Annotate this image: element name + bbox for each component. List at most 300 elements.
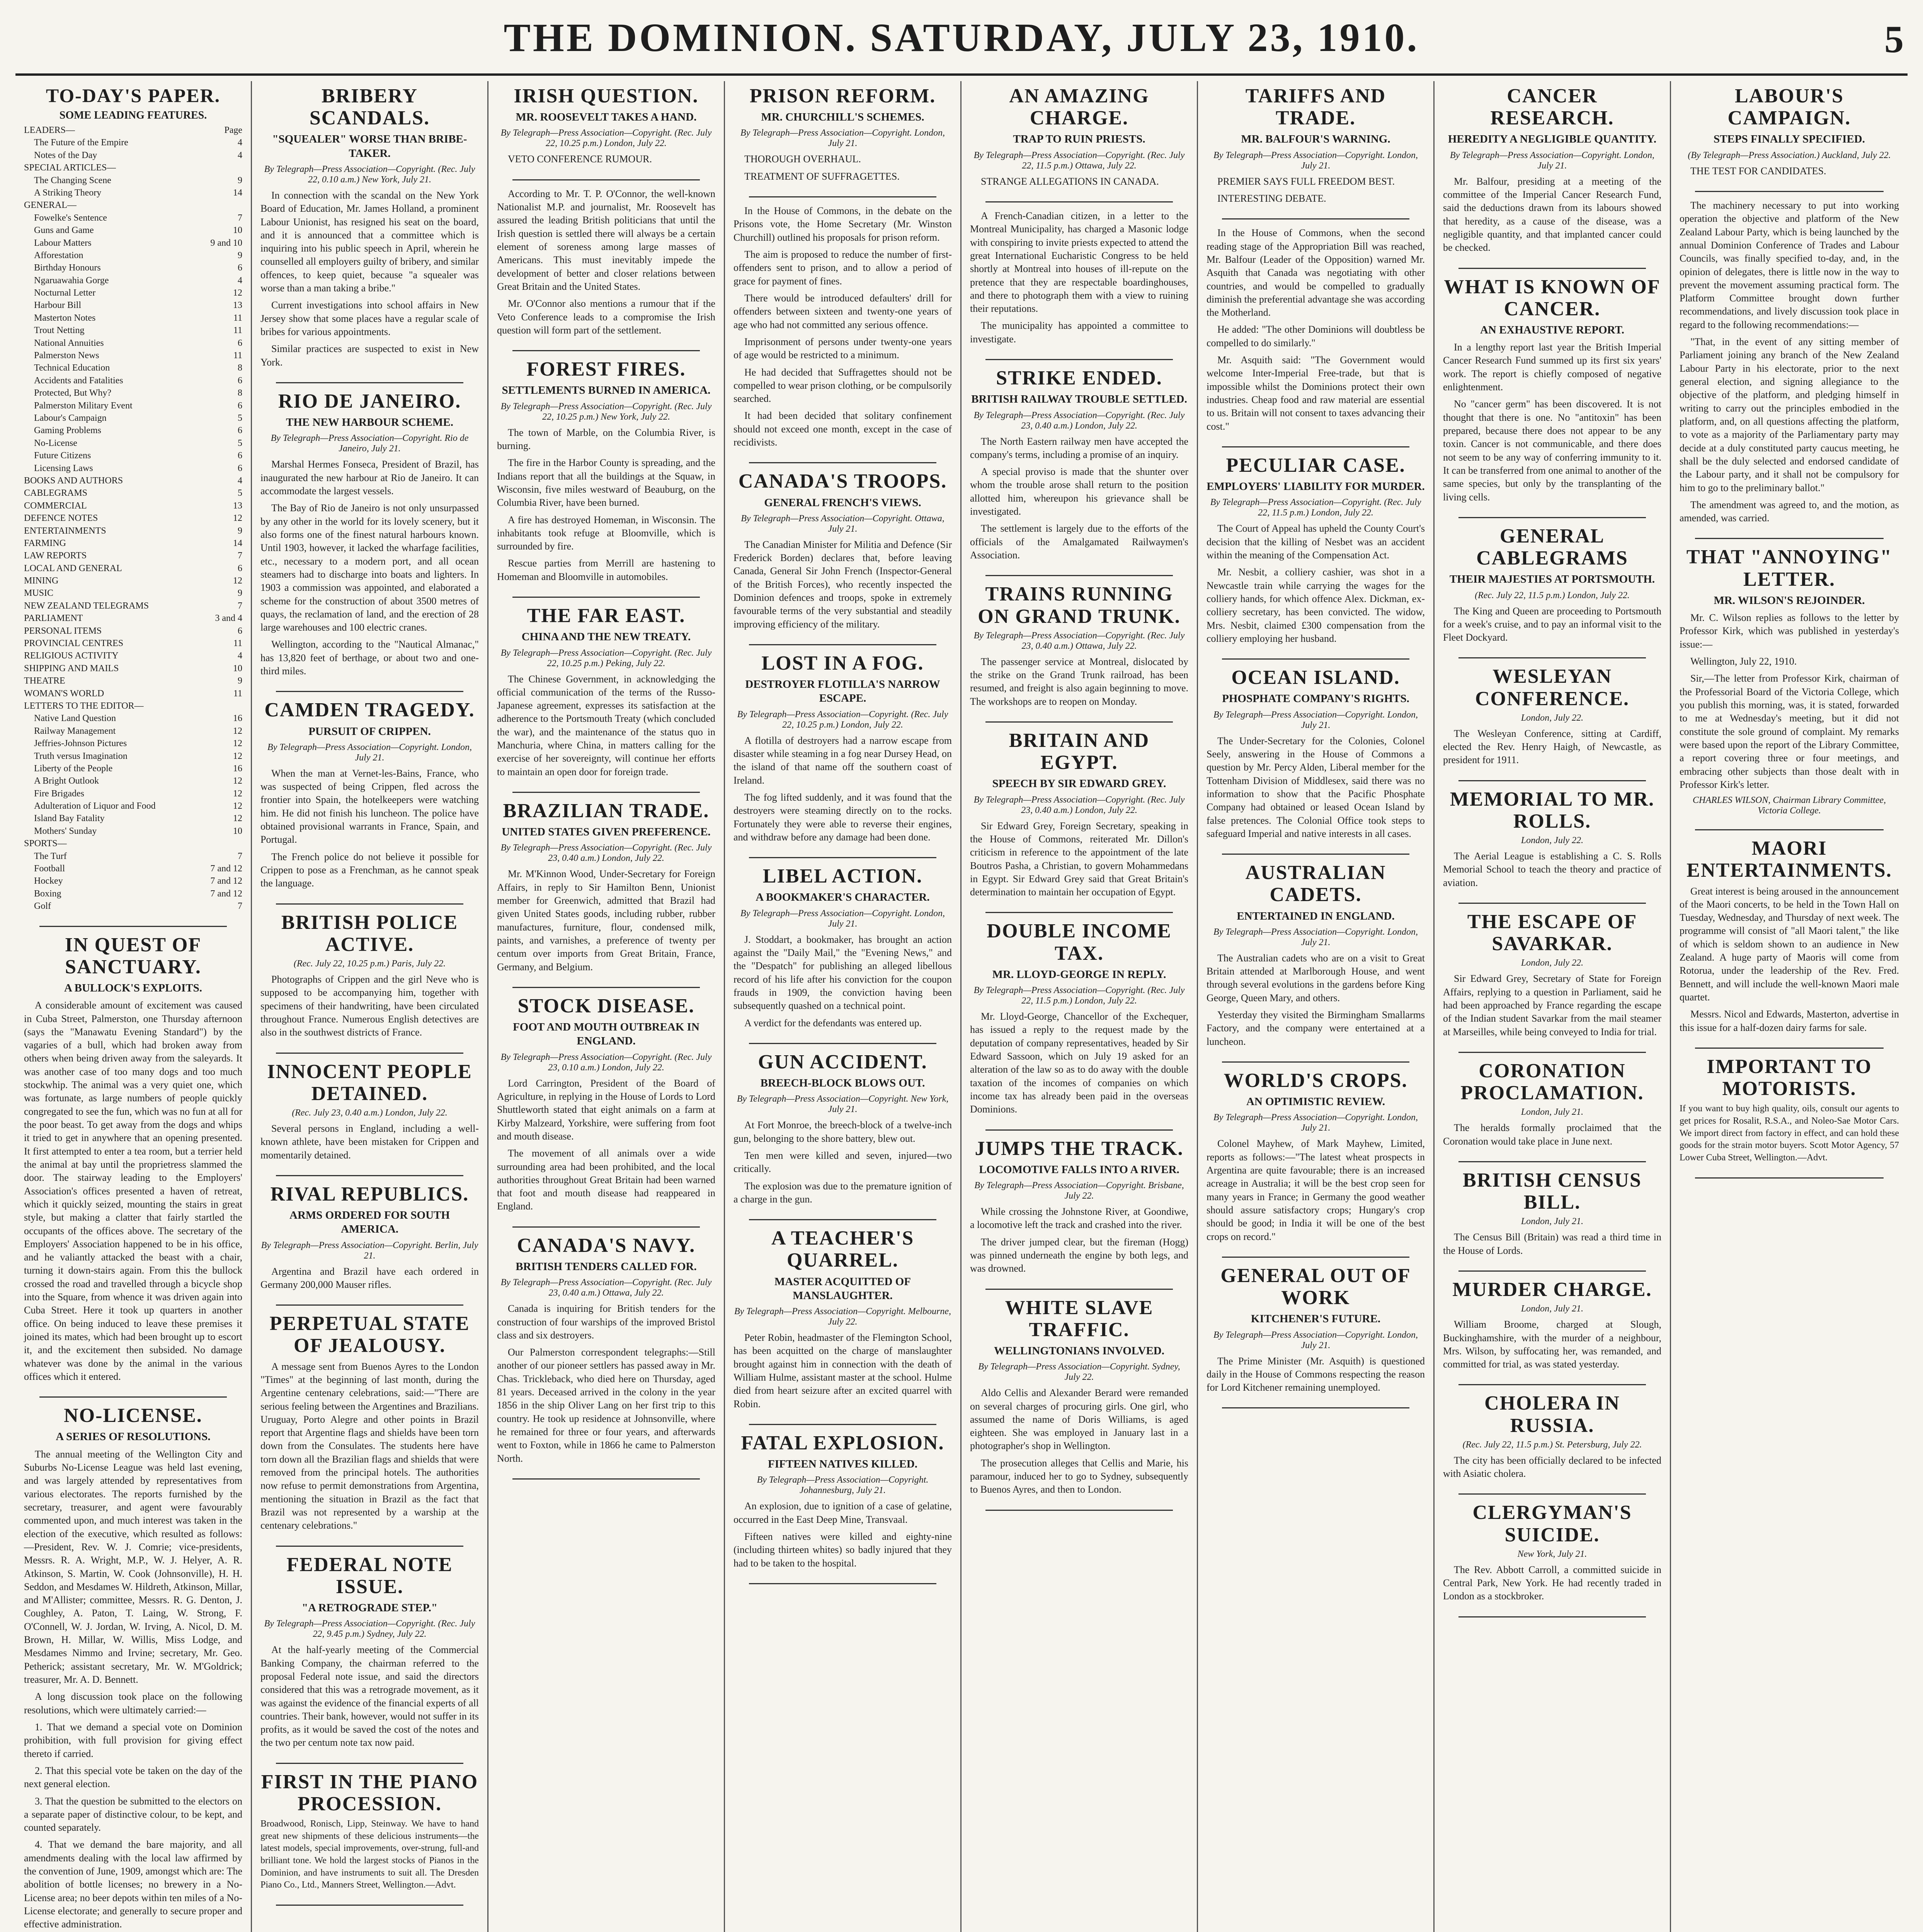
news-article [24, 1405, 242, 1932]
article-paragraph: The prosecution alleges that Cellis and Marie, his paramour, induced her to go to Sydney, subsequently to Buenos Ayres, and then to London. [970, 1457, 1188, 1495]
article-paragraph: In the House of Commons, in the debate on the Prisons vote, the Home Secretary (Mr. Winston Churchill) outlined his proposals for prison reform. [733, 205, 952, 243]
news-article [1207, 454, 1425, 645]
article-subheadline: "A RETROGRADE STEP." [301, 1602, 438, 1614]
article-paragraph: 4. That we demand the bare majority, and all amendments dealing with the local law affirmed by the convention of June, 1909, amongst which are: The abolition of bottle licenses; no brewery in a No-License area; no beer depots within ten miles of a No-License electorate; and generally to secure proper and effective administration. [24, 1839, 242, 1930]
article-subheadline: PURSUIT OF CRIPPEN. [308, 725, 431, 738]
contents-entry-page: 11 [233, 350, 242, 361]
contents-entry-label: Railway Management [34, 726, 116, 736]
contents-row [24, 174, 242, 187]
contents-entry-page: 5 [238, 438, 242, 448]
article-headline: CANCER RESEARCH. [1490, 85, 1614, 129]
news-article [260, 1313, 479, 1532]
contents-entry-label: Masterton Notes [34, 313, 96, 323]
article-dateline: By Telegraph—Press Association—Copyright. Melbourne, July 22. [734, 1306, 951, 1327]
article-paragraph: Wellington, July 22, 1910. [1690, 656, 1797, 667]
contents-row [24, 362, 242, 374]
newspaper-title: THE DOMINION. SATURDAY, JULY 23, 1910. [504, 15, 1419, 60]
article-rule [985, 1289, 1173, 1290]
article-paragraph: The fog lifted suddenly, and it was found that the destroyers were steaming directly on to the rocks. Fortunately they were able to reverse their engines, and withdraw before any damage had been done. [733, 791, 952, 843]
article-headline: MURDER CHARGE. [1452, 1279, 1652, 1301]
news-article [1443, 85, 1661, 255]
article-rule [1222, 1061, 1409, 1063]
article-paragraph: The municipality has appointed a committee to investigate. [970, 320, 1188, 345]
article-paragraph: He had decided that Suffragettes should not be compelled to wear prison clothing, or be compulsorily searched. [733, 366, 952, 405]
contents-entry-label: SHIPPING AND MAILS [24, 663, 119, 673]
contents-row [24, 587, 242, 599]
article-subheadline: BREECH-BLOCK BLOWS OUT. [760, 1077, 925, 1089]
article-subheadline: BRITISH RAILWAY TROUBLE SETTLED. [971, 393, 1187, 406]
news-article [24, 934, 242, 1384]
article-rule [512, 987, 700, 988]
news-article [970, 583, 1188, 708]
news-article [733, 652, 952, 844]
article-paragraph: J. Stoddart, a bookmaker, has brought an action against the "Daily Mail," the "Evening News," and the "Despatch" for publishing an alleged libellous record of his life after his conviction for the coupon frauds in 1909, the conviction having been subsequently quashed on a technical point. [733, 934, 952, 1012]
article-dateline: By Telegraph—Press Association—Copyright. (Rec. July 23, 0.10 a.m.) London, July 22. [500, 1052, 712, 1073]
contents-entry-label: DEFENCE NOTES [24, 513, 98, 524]
contents-entry-label: PERSONAL ITEMS [24, 626, 102, 636]
article-paragraph: The Wesleyan Conference, sitting at Cardiff, elected the Rev. Henry Haigh, of Newcastle, as president for 1911. [1443, 728, 1661, 766]
article-dateline: By Telegraph—Press Association—Copyright. London, July 21. [1213, 1330, 1418, 1350]
article-paragraph: A special proviso is made that the shunter over whom the trouble arose shall return to the position allotted him, whereupon his grievance shall be investigated. [970, 466, 1188, 517]
contents-row [24, 136, 242, 149]
contents-entry-label: A Bright Outlook [34, 776, 99, 786]
contents-row [24, 199, 242, 211]
article-paragraph: Peter Robin, headmaster of the Flemington School, has been acquitted on the charge of manslaughter brought against him in connection with the death of William Hulme, assistant master at the school. Hulme died from heart seizure after an excited quarrel with Robin. [733, 1332, 952, 1410]
article-paragraph: The annual meeting of the Wellington City and Suburbs No-License League was held last evening, and was largely attended by representatives from various electorates. The reports furnished by the secretary, treasurer, and agent were favourably commented upon, and much interest was taken in the election of the executive, which resulted as follows:—President, Rev. W. J. Comrie; vice-presidents, Messrs. R. A. Wright, M.P., W. J. Helyer, A. R. Atkinson, S. Martin, W. Cook (Johnsonville), H. H. Seddon, and Mesdames W. Hildreth, Atkinson, Millar, and M'Allister; committee, Messrs. R. G. Denton, J. Coughley, A. Paton, T. Laing, W. Strong, F. O'Connell, W. J. Jordan, W. Irving, A. Nicol, D. M. Brown, H. Millar, W. Willis, Miss Lodge, and Mesdames Nimmo and Irvine; secretary, Mr. Geo. Petherick; assistant secretary, Mr. W. M'Goldrick; treasurer, Mr. A. D. Bennett. [24, 1448, 242, 1685]
article-dateline: By Telegraph—Press Association—Copyright. London, July 21. [740, 908, 945, 929]
contents-row [24, 449, 242, 462]
article-rule [985, 1129, 1173, 1131]
news-article [733, 204, 952, 449]
contents-row [24, 862, 242, 875]
contents-entry-label: Ngaruawahia Gorge [34, 275, 109, 286]
contents-entry-label: GENERAL— [24, 200, 77, 211]
contents-row [24, 888, 242, 900]
contents-entry-page [239, 162, 242, 174]
article-paragraph: The Bay of Rio de Janeiro is not only unsurpassed by any other in the world for its lovely scenery, but it also forms one of the finest natural harbours known. Until 1903, however, it lacked the wharfage facilities, etc., necessary to a modern port, and all ocean steamers had to discharge into boats and lighters. In 1903 a commission was appointed, and elaborated a scheme for the construction of about 3500 metres of quays, the reclamation of land, and the erection of 28 large warehouses and 100 electric cranes. [260, 502, 479, 633]
contents-row [24, 462, 242, 474]
article-paragraph: The movement of all animals over a wide surrounding area had been prohibited, and the local authorities throughout Great Britain had been warned that foot and mouth disease had reappeared in England. [497, 1148, 715, 1212]
article-headline: MAORI ENTERTAINMENTS. [1686, 837, 1892, 882]
contents-entry-label: RELIGIOUS ACTIVITY [24, 651, 119, 661]
contents-entry-page: 8 [238, 363, 242, 373]
contents-row [24, 349, 242, 362]
article-paragraph: Similar practices are suspected to exist in New York. [260, 343, 479, 368]
article-headline: WESLEYAN CONFERENCE. [1475, 665, 1630, 710]
article-subheadline: LOCOMOTIVE FALLS INTO A RIVER. [979, 1163, 1179, 1176]
contents-subtitle: SOME LEADING FEATURES. [59, 109, 207, 121]
article-paragraph: A verdict for the defendants was entered up. [744, 1017, 922, 1029]
article-dateline: By Telegraph—Press Association—Copyright. London, July 21. [267, 742, 472, 763]
article-rule [276, 1763, 463, 1764]
news-article [1443, 1279, 1661, 1371]
contents-entry-page: 10 [233, 663, 242, 673]
contents-entry-label: No-License [34, 438, 77, 448]
article-subheadline: "SQUEALER" WORSE THAN BRIBE-TAKER. [272, 133, 467, 160]
contents-entry-label: Truth versus Imagination [34, 751, 128, 761]
article-paragraph: Our Palmerston correspondent telegraphs:—Still another of our pioneer settlers has passed away in Mr. Chas. Trickleback, who died here on Thursday, aged 81 years. Deceased arrived in the colony in the year 1856 in the ship Oliver Lang on her first trip to this country. He took up residence at Johnsonville, where he remained for three or four years, and afterwards went to Foxton, while in 1866 he came to Palmerston North. [497, 1347, 715, 1464]
article-rule [985, 912, 1173, 913]
contents-entry-page: 9 [238, 175, 242, 185]
contents-row [24, 412, 242, 424]
article-paragraph: 3. That the question be submitted to the electors on a separate paper of distinctive colour, to be kept, and counted separately. [24, 1795, 242, 1833]
contents-row [24, 224, 242, 236]
contents-row [24, 149, 242, 162]
news-article [970, 1138, 1188, 1276]
contents-entry-page: 6 [238, 375, 242, 386]
article-paragraph: TREATMENT OF SUFFRAGETTES. [744, 170, 900, 182]
contents-entry-page: 6 [238, 451, 242, 461]
article-headline: NO-LICENSE. [64, 1405, 203, 1427]
contents-row [24, 875, 242, 887]
article-subheadline: GENERAL FRENCH'S VIEWS. [764, 496, 921, 509]
contents-entry-page: 9 [238, 526, 242, 536]
contents-entry-page: 12 [233, 776, 242, 786]
article-rule [1458, 1161, 1646, 1162]
contents-row [24, 324, 242, 337]
contents-entry-label: PARLIAMENT [24, 613, 83, 624]
contents-entry-label: Labour's Campaign [34, 413, 107, 423]
article-rule [985, 201, 1173, 202]
contents-row [24, 512, 242, 524]
contents-entry-label: Football [34, 864, 65, 874]
article-rule [1458, 903, 1646, 904]
contents-entry-page: 11 [233, 325, 242, 336]
article-headline: CORONATION PROCLAMATION. [1460, 1060, 1644, 1104]
article-headline: BRITISH POLICE ACTIVE. [281, 911, 458, 956]
contents-entry-label: Native Land Question [34, 713, 116, 724]
article-paragraph: Wellington, according to the "Nautical Almanac," has 13,820 feet of berthage, or about two and one-third miles. [260, 639, 479, 677]
news-article [1680, 837, 1899, 1034]
news-article [1680, 546, 1899, 816]
article-paragraph: Great interest is being aroused in the announcement of the Maori concerts, to be held in the Town Hall on Tuesday, Wednesday, and Thursday of next week. The programme will consist of "all Maori talent," the like of which is seldom shown to an audience in New Zealand. A huge party of Maoris will come from Rotorua, under the leadership of the Rev. Fred. Bennett, and will include the well-known Maori male quartet. [1680, 885, 1899, 1003]
article-paragraph: The city has been officially declared to be infected with Asiatic cholera. [1443, 1454, 1661, 1480]
contents-entry-page: 12 [233, 751, 242, 761]
article-rule [1695, 829, 1884, 830]
contents-row [24, 312, 242, 324]
contents-entry-label: ENTERTAINMENTS [24, 526, 106, 536]
article-dateline: London, July 22. [1521, 958, 1584, 968]
news-article [1443, 788, 1661, 889]
newspaper-columns [15, 81, 1908, 1932]
news-article [260, 1061, 479, 1162]
article-paragraph: A fire has destroyed Homeman, in Wisconsin. The inhabitants took refuge at Bloomville, which is surrounded by fire. [497, 514, 715, 552]
article-dateline: By Telegraph—Press Association—Copyright. (Rec. July 22, 11.5 p.m.) London, July 22. [1210, 497, 1421, 518]
article-rule [1695, 538, 1884, 539]
article-headline: TARIFFS AND TRADE. [1245, 85, 1386, 129]
article-headline: MEMORIAL TO MR. ROLLS. [1450, 788, 1655, 832]
news-article [733, 1432, 952, 1570]
contents-entry-label: COMMERCIAL [24, 500, 87, 511]
article-rule [276, 1546, 463, 1547]
contents-entry-page: 12 [233, 726, 242, 736]
contents-entry-page: 13 [233, 500, 242, 511]
news-article [970, 209, 1188, 346]
contents-entry-page [239, 837, 242, 850]
article-paragraph: Imprisonment of persons under twenty-one years of age would be restricted to a minimum. [733, 336, 952, 361]
contents-entry-label: Mothers' Sunday [34, 826, 97, 836]
contents-entry-label: Labour Matters [34, 238, 92, 248]
news-article [1443, 911, 1661, 1039]
article-paragraph: The driver jumped clear, but the fireman (Hogg) was pinned underneath the engine by both legs, and was drowned. [970, 1236, 1188, 1274]
article-paragraph: Aldo Cellis and Alexander Berard were remanded on several charges of procuring girls. One girl, who assumed the name of Doris Williams, is aged eighteen. She was employed in January last in a photographer's shop in Wellington. [970, 1387, 1188, 1452]
column-rule [39, 926, 227, 927]
article-headline: WHAT IS KNOWN OF CANCER. [1444, 276, 1661, 320]
article-paragraph: Ten men were killed and seven, injured—two critically. [733, 1150, 952, 1175]
news-article [1443, 1502, 1661, 1603]
article-paragraph: 2. That this special vote be taken on the day of the next general election. [24, 1765, 242, 1790]
article-paragraph: Photographs of Crippen and the girl Neve who is supposed to be accompanying him, together with specimens of their handwriting, have been circulated throughout France. Numerous English detectives are also in the southwest districts of France. [260, 974, 479, 1038]
contents-entry-page: 13 [233, 300, 242, 311]
news-article [733, 1051, 952, 1206]
contents-entry-page: 6 [238, 626, 242, 636]
contents-entry-label: Licensing Laws [34, 463, 93, 473]
news-article [1443, 665, 1661, 767]
article-paragraph: Several persons in England, including a well-known athlete, have been mistaken for Crippen and momentarily detained. [260, 1122, 479, 1161]
contents-entry-label: Palmerston News [34, 350, 99, 361]
article-rule [1458, 1270, 1646, 1272]
article-paragraph: Mr. Lloyd-George, Chancellor of the Exchequer, has issued a reply to the request made by the deputation of company representatives, headed by Sir Edward Sassoon, which on July 19 asked for an alteration of the law so as to do away with the double taxation of the incomes of companies on which income tax has already been paid in the overseas Dominions. [970, 1011, 1188, 1115]
article-subheadline: CHINA AND THE NEW TREATY. [521, 631, 691, 643]
article-subheadline: MASTER ACQUITTED OF MANSLAUGHTER. [774, 1275, 911, 1302]
article-subheadline: PHOSPHATE COMPANY'S RIGHTS. [1222, 692, 1409, 705]
article-paragraph: The settlement is largely due to the efforts of the officials of the Amalgamated Railwaymen's Association. [970, 523, 1188, 561]
contents-entry-label: Liberty of the People [34, 763, 113, 774]
article-dateline: By Telegraph—Press Association—Copyright. (Rec. July 22, 11.5 p.m.) London, July 22. [973, 985, 1185, 1006]
article-dateline: London, July 21. [1521, 1304, 1584, 1314]
article-subheadline: EMPLOYERS' LIABILITY FOR MURDER. [1207, 480, 1425, 493]
contents-entry-label: Afforestation [34, 250, 83, 260]
news-article [970, 1297, 1188, 1497]
article-headline: LIBEL ACTION. [762, 865, 923, 888]
article-paragraph: The aim is proposed to reduce the number of first-offenders sent to prison, and to allow a period of grace for payment of fines. [733, 249, 952, 287]
article-rule [1458, 1493, 1646, 1495]
contents-entry-label: SPECIAL ARTICLES— [24, 163, 116, 173]
news-article [260, 699, 479, 890]
article-rule [985, 1510, 1173, 1511]
article-rule [985, 359, 1173, 360]
news-article [1443, 1060, 1661, 1148]
article-rule [276, 903, 463, 905]
contents-entry-label: THEATRE [24, 676, 65, 686]
news-article [497, 85, 715, 166]
article-rule [276, 1053, 463, 1054]
contents-entry-label: Future Citizens [34, 451, 91, 461]
article-rule [749, 1583, 936, 1584]
article-rule [512, 597, 700, 598]
article-paragraph: "That, in the event of any sitting member of Parliament joining any branch of the New Zealand Labour Party in his electorate, prior to the next general election, and signing allegiance to the objective of the platform, and pledging himself in writing to carry out the principles embodied in the platform, and, on all questions affecting the platform, to vote as a majority of the Parliamentary party may decide at a duly constituted party caucus meeting, he shall be the duly selected and endorsed candidate of the Labour party, and it shall not be compulsory for him to go to the preliminary ballot." [1680, 336, 1899, 493]
article-rule [1222, 218, 1409, 219]
article-paragraph: When the man at Vernet-les-Bains, France, who was suspected of being Crippen, fled across the frontier into Spain, the hotelkeepers were watching him. He did not finish his luncheon. The police have obtained provisional warrants in France, Spain, and Portugal. [260, 767, 479, 845]
article-rule [1222, 1257, 1409, 1258]
contents-entry-label: CABLEGRAMS [24, 488, 88, 498]
contents-entry-page: 12 [233, 801, 242, 811]
article-paragraph: Colonel Mayhew, of Mark Mayhew, Limited, reports as follows:—"The latest wheat prospects in Argentina are quite favourable; there is an increased acreage in Australia; it will be the best crop seen for many years in France; in Germany the good weather should assure satisfactory crops; Hungary's crop should be good; in India it will be one of the best crops on record." [1207, 1138, 1425, 1242]
contents-row [24, 287, 242, 299]
contents-row [24, 725, 242, 737]
article-paragraph: Mr. M'Kinnon Wood, Under-Secretary for Foreign Affairs, in reply to Sir Hamilton Benn, Unionist member for Greenwich, admitted that Brazil had given United States goods, including rubber, rubber manufactures, furniture, flour, condensed milk, paints, and varnishes, a preference of twenty per centum over imports from Great Britain, France, Germany, and Belgium. [497, 868, 715, 973]
article-dateline: By Telegraph—Press Association—Copyright. London, July 21. [1213, 709, 1418, 730]
article-paragraph: Lord Carrington, President of the Board of Agriculture, in replying in the House of Lords to Lord Shuttleworth stated that eight animals on a farm at Kirby Malzeard, Yorkshire, were suffering from foot and mouth disease. [497, 1077, 715, 1142]
article-paragraph: Mr. O'Connor also mentions a rumour that if the Veto Conference leads to a compromise the Irish question will form part of the settlement. [497, 298, 715, 336]
contents-entry-label: Hockey [34, 876, 63, 886]
contents-row [24, 162, 242, 174]
contents-entry-page: 11 [233, 638, 242, 649]
article-paragraph: In the House of Commons, when the second reading stage of the Appropriation Bill was reached, Mr. Balfour (Leader of the Opposition) warned Mr. Asquith that Canada was negotiating with other countries, and would be compelled to gradually diminish the preferential advantage she was according the Motherland. [1207, 227, 1425, 318]
article-rule [1222, 1407, 1409, 1408]
contents-row [24, 437, 242, 449]
article-paragraph: The Chinese Government, in acknowledging the official communication of the terms of the Russo-Japanese agreement, expresses its satisfaction at the adherence to the Portsmouth Treaty (which concluded the war), and the maintenance of the status quo in Manchuria, where China, in matters calling for the exercise of her sovereignty, will continue her efforts to maintain an open door for foreign trade. [497, 673, 715, 777]
article-paragraph: The amendment was agreed to, and the motion, as amended, was carried. [1680, 499, 1899, 524]
contents-entry-label: LAW REPORTS [24, 551, 87, 561]
article-paragraph: THE TEST FOR CANDIDATES. [1690, 165, 1826, 177]
article-rule [39, 1396, 227, 1398]
article-dateline: By Telegraph—Press Association—Copyright. (Rec. July 22, 9.45 p.m.) Sydney, July 22. [264, 1619, 475, 1639]
contents-entry-label: Palmerston Military Event [34, 400, 133, 411]
article-paragraph: William Broome, charged at Slough, Buckinghamshire, with the murder of a neighbour, Mrs. Wilson, by suffocating her, was remanded, and committed for trial, as was stated yesterday. [1443, 1319, 1661, 1370]
article-rule [1222, 854, 1409, 855]
article-headline: FIRST IN THE PIANO PROCESSION. [261, 1770, 478, 1815]
article-paragraph: The fire in the Harbor County is spreading, and the Indians report that all the buildings at the Squaw, in Wisconsin, five miles westward of Beauburg, on the Columbia River, have been burned. [497, 457, 715, 509]
article-paragraph: VETO CONFERENCE RUMOUR. [508, 153, 652, 165]
contents-entry-label: Technical Education [34, 363, 110, 373]
article-paragraph: Fifteen natives were killed and eighty-nine (including thirteen whites) so badly injured that they had to be taken to the hospital. [733, 1531, 952, 1569]
article-subheadline: MR. BALFOUR'S WARNING. [1241, 133, 1390, 146]
contents-entry-page: 3 and 4 [215, 613, 242, 624]
article-dateline: By Telegraph—Press Association—Copyright. (Rec. July 23, 0.40 a.m.) Ottawa, July 22. [973, 630, 1185, 651]
article-rule [276, 1905, 463, 1906]
article-dateline: New York, July 21. [1517, 1549, 1587, 1559]
contents-entry-page: 5 [238, 488, 242, 498]
article-subheadline: A BULLOCK'S EXPLOITS. [64, 981, 202, 994]
article-paragraph: At Fort Monroe, the breech-block of a twelve-inch gun, belonging to the shore battery, blew out. [733, 1119, 952, 1144]
contents-entry-page: 16 [233, 713, 242, 724]
article-subheadline: SPEECH BY SIR EDWARD GREY. [992, 777, 1166, 790]
article-dateline: (By Telegraph—Press Association.) Auckland, July 22. [1688, 150, 1891, 160]
contents-row [24, 600, 242, 612]
contents-entry-page: 10 [233, 826, 242, 836]
article-paragraph: No "cancer germ" has been discovered. It is not thought that there is one. No "antitoxin" has been prepared, because there does not appear to be any toxin. Cancer is not communicable, and there does not seem to be any way of conferring immunity to it. It can be transferred from one animal to another of the same species, but only by the transplanting of the living cells. [1443, 398, 1661, 503]
article-subheadline: ARMS ORDERED FOR SOUTH AMERICA. [289, 1209, 450, 1236]
news-article [1207, 862, 1425, 1048]
column-6 [1198, 81, 1435, 1932]
article-rule [1458, 1616, 1646, 1617]
article-rule [1458, 517, 1646, 518]
article-dateline: By Telegraph—Press Association—Copyright. London, July 21. [1450, 150, 1655, 171]
article-paragraph: The Canadian Minister for Militia and Defence (Sir Frederick Borden) declares that, before leaving Canada, General Sir John French (Inspector-General of the British Forces), who recently inspected the Dominion defences and troops, spoke in extremely favourable terms of the very substantial and steadily improving efficiency of the military. [733, 539, 952, 630]
contents-row [24, 500, 242, 512]
contents-entry-page: 7 [238, 551, 242, 561]
contents-row [24, 700, 242, 712]
article-subheadline: MR. ROOSEVELT TAKES A HAND. [516, 111, 697, 124]
contents-entry-label: LEADERS— [24, 125, 75, 135]
contents-entry-page: 16 [233, 763, 242, 774]
news-article [970, 85, 1188, 188]
article-paragraph: The French police do not believe it possible for Crippen to pose as a Frenchman, as he cannot speak the language. [260, 851, 479, 889]
contents-entry-label: The Changing Scene [34, 175, 111, 185]
table-of-contents [24, 85, 242, 913]
article-rule [985, 721, 1173, 723]
contents-entry-label: Fowelke's Sentence [34, 213, 107, 223]
contents-entry-label: NEW ZEALAND TELEGRAMS [24, 600, 149, 611]
contents-row [24, 537, 242, 549]
contents-row [24, 850, 242, 862]
article-headline: LABOUR'S CAMPAIGN. [1727, 85, 1851, 129]
article-subheadline: A BOOKMAKER'S CHARACTER. [756, 891, 930, 904]
article-headline: PRISON REFORM. [749, 85, 936, 107]
article-headline: CANADA'S NAVY. [517, 1234, 696, 1257]
article-dateline: By Telegraph—Press Association—Copyright. (Rec. July 22, 10.25 p.m.) London, July 22. [500, 128, 712, 149]
article-headline: FOREST FIRES. [526, 358, 686, 381]
contents-entry-page: 9 [238, 588, 242, 599]
news-article [497, 995, 715, 1213]
article-paragraph: Rescue parties from Merrill are hastening to Homeman and Bloomville in automobiles. [497, 558, 715, 582]
article-rule [1458, 780, 1646, 781]
article-dateline: By Telegraph—Press Association—Copyright. Johannesburg, July 21. [757, 1475, 929, 1496]
contents-entry-page: 6 [238, 463, 242, 473]
article-subheadline: FIFTEEN NATIVES KILLED. [767, 1458, 918, 1471]
contents-entry-page: 4 [238, 651, 242, 661]
contents-row [24, 562, 242, 575]
contents-row [24, 237, 242, 249]
contents-entry-label: The Future of the Empire [34, 138, 128, 148]
contents-entry-page: 12 [233, 813, 242, 824]
article-paragraph: There would be introduced defaulters' drill for offenders between sixteen and twenty-one years of age who had not committed any serious offence. [733, 292, 952, 330]
contents-row [24, 525, 242, 537]
article-headline: THE FAR EAST. [527, 605, 686, 627]
contents-entry-page: 4 [238, 275, 242, 286]
contents-row [24, 124, 242, 136]
article-rule [512, 179, 700, 180]
article-paragraph: Sir Edward Grey, Foreign Secretary, speaking in the House of Commons, reiterated Mr. Dillon's criticism in reference to the appointment of the late Boutros Pasha, a Christian, to govern Mohammedans in Egypt. Sir Edward Grey said that Great Britain's determination to maintain her occupation of Egypt. [970, 820, 1188, 898]
article-paragraph: The passenger service at Montreal, dislocated by the strike on the Grand Trunk railroad, has been resumed, and freight is also again beginning to move. The workshops are to reopen on Monday. [970, 656, 1188, 707]
article-headline: GENERAL CABLEGRAMS [1476, 525, 1628, 570]
article-rule [749, 1424, 936, 1425]
news-article [1680, 199, 1899, 525]
news-article [260, 1183, 479, 1291]
contents-entry-page: 9 and 10 [210, 238, 242, 248]
article-paragraph: A flotilla of destroyers had a narrow escape from disaster while steaming in a fog near Dursey Head, on the island of that name off the southern coast of Ireland. [733, 735, 952, 786]
contents-entry-page: 6 [238, 338, 242, 348]
article-headline: RIVAL REPUBLICS. [270, 1183, 469, 1205]
article-dateline: By Telegraph—Press Association—Copyright. (Rec. July 23, 0.40 a.m.) London, July 22. [973, 410, 1185, 431]
contents-entry-page: 7 [238, 600, 242, 611]
article-rule [1222, 658, 1409, 660]
news-article [497, 1235, 715, 1465]
contents-entry-page: 7 and 12 [210, 888, 242, 899]
article-paragraph: A considerable amount of excitement was caused in Cuba Street, Palmerston, one Thursday afternoon (says the "Manawatu Evening Standard") by the vagaries of a bull, which had broken away from others when being driven away from the saleyards. It was another case of too many dogs and too much stockwhip. The animal was a very quiet one, which was fortunate, as large numbers of people quickly congregated to see the fun, which was no fun at all for the poor beast. To get away from the dogs and whips it tried to get in anywhere that an opening presented. It first attempted to enter a tea room, but a terrier held the animal at bay until the proprietress slammed the door. The stairway leading to the Employers' Association's offices presented a haven of retreat, which it quickly seized, mounting the stairs in great style, but making a clatter that fairly startled the occupants of the offices above. The secretary of the Employers' Association happened to be in his office, and he valiantly attacked the beast with a chair, turning it down-stairs again. From this the bullock crossed the road and travelled through a bicycle shop into the Square, from whence it was driven again into Cuba Street. Here it took up quarters in another office. On being induced to leave these premises it joined its mates, which had been brought up to escort it, and the excitement then subsided. No damage whatever was done by the animal in the various offices which it entered. [24, 1000, 242, 1382]
article-dateline: (Rec. July 22, 11.5 p.m.) St. Petersburg, July 22. [1462, 1439, 1642, 1450]
article-paragraph: An explosion, due to ignition of a case of gelatine, occurred in the East Deep Mine, Transvaal. [733, 1500, 952, 1525]
article-dateline: By Telegraph—Press Association—Copyright. London, July 21. [1213, 1112, 1418, 1133]
article-subheadline: SETTLEMENTS BURNED IN AMERICA. [502, 384, 711, 397]
contents-row [24, 662, 242, 675]
article-subheadline: KITCHENER'S FUTURE. [1251, 1313, 1381, 1325]
contents-entry-page: 4 [238, 150, 242, 160]
contents-row [24, 762, 242, 775]
article-paragraph: At the half-yearly meeting of the Commercial Banking Company, the chairman referred to the proposal Federal note issue, and said the directors considered that this was a retrograde movement, as it was against the evidence of the financial experts of all countries. Their bank, however, would not suffer in its profits, as it would be saved the cost of the notes and the two per centum note tax now paid. [260, 1644, 479, 1748]
column-8 [1671, 81, 1908, 1932]
article-dateline: By Telegraph—Press Association—Copyright. (Rec. July 22, 11.5 p.m.) Ottawa, July 22. [973, 150, 1185, 171]
article-dateline: (Rec. July 23, 0.40 a.m.) London, July 22. [292, 1107, 448, 1118]
article-headline: LOST IN A FOG. [761, 652, 924, 674]
contents-entry-label: Notes of the Day [34, 150, 97, 160]
contents-entry-page [239, 199, 242, 211]
contents-entry-page: 11 [233, 688, 242, 699]
contents-row [24, 900, 242, 912]
contents-entry-page: 14 [233, 538, 242, 548]
article-subheadline: STEPS FINALLY SPECIFIED. [1714, 133, 1865, 146]
